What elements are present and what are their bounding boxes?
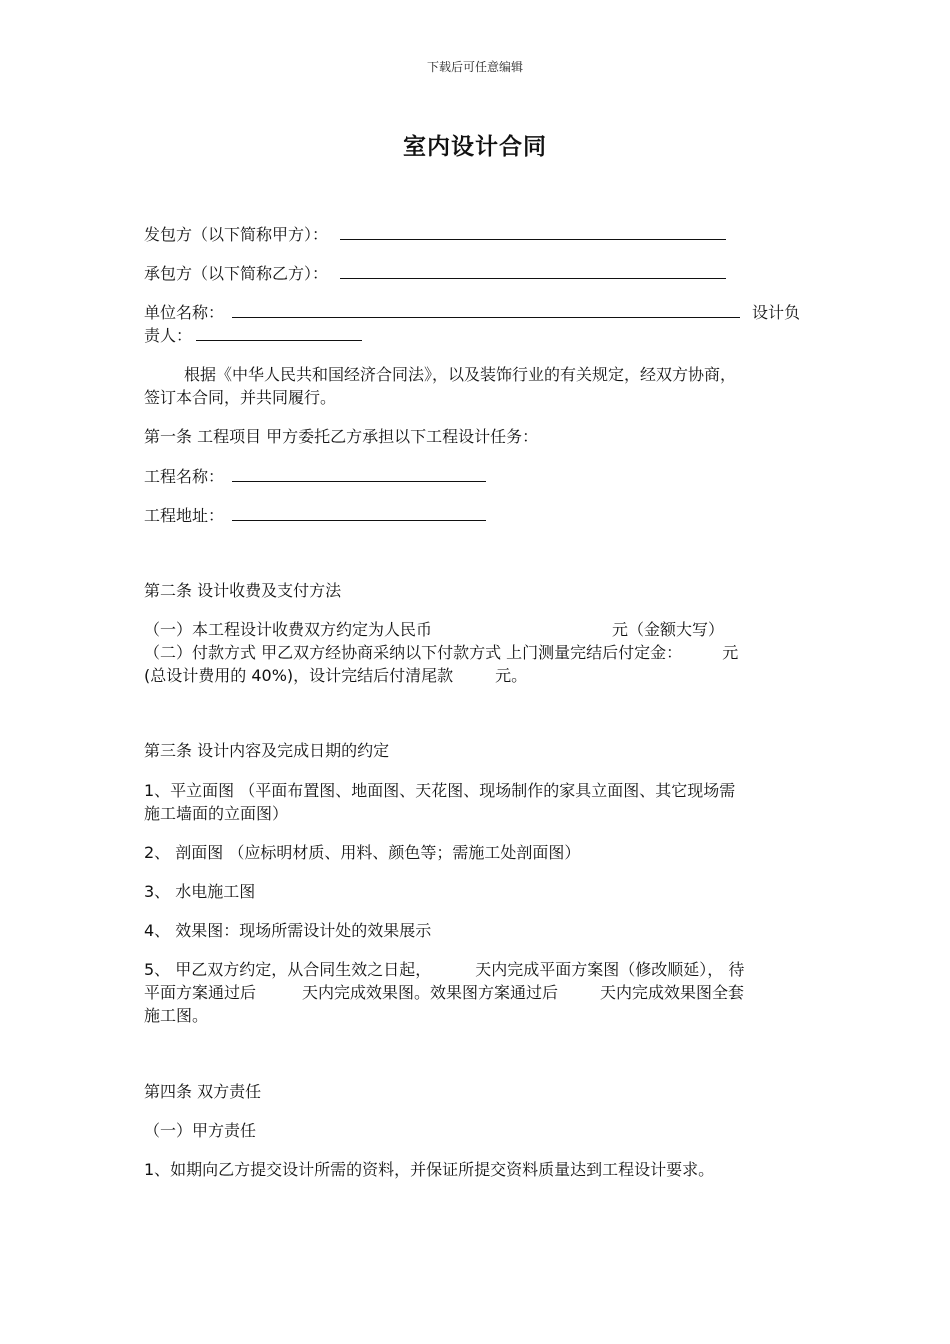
project-address-line bbox=[144, 504, 808, 527]
article3-item3: 3、 水电施工图 bbox=[144, 882, 256, 901]
article3-heading: 第三条 设计内容及完成日期的约定 bbox=[144, 741, 390, 760]
article3-item2: 2、 剖面图 （应标明材质、用料、颜色等；需施工处剖面图） bbox=[144, 843, 581, 862]
party-a-line bbox=[144, 223, 808, 246]
article3-item4: 4、 效果图：现场所需设计处的效果展示 bbox=[144, 921, 432, 940]
fee-amount-uppercase-text: 元（金额大写） bbox=[612, 620, 725, 639]
article3-item5-line1 bbox=[144, 959, 808, 981]
party-b-blank[interactable] bbox=[340, 262, 726, 279]
party-b-line bbox=[144, 262, 808, 285]
header-note: 下载后可任意编辑 bbox=[426, 60, 523, 74]
unit-name-line bbox=[144, 301, 808, 324]
intro-line-2: 签订本合同，并共同履行。 bbox=[144, 388, 337, 407]
article2-heading: 第二条 设计收费及支付方法 bbox=[144, 581, 342, 600]
article3-item5-line2 bbox=[144, 982, 808, 1004]
design-lead-label-part1: 设计负 bbox=[752, 303, 801, 322]
article2-item1 bbox=[144, 619, 808, 641]
item5-text-e: 天内完成效果图全套 bbox=[600, 983, 745, 1002]
item5-text-b: 天内完成平面方案图（修改顺延）， 待 bbox=[475, 960, 745, 979]
article4-sub1: （一）甲方责任 bbox=[144, 1121, 257, 1140]
project-address-label: 工程地址： bbox=[144, 506, 225, 525]
article2-item2-line2 bbox=[144, 665, 808, 687]
deposit-unit: 元 bbox=[722, 643, 739, 662]
article1-heading: 第一条 工程项目 甲方委托乙方承担以下工程设计任务： bbox=[144, 427, 539, 446]
article2-item2-line1 bbox=[144, 642, 808, 664]
article4-heading: 第四条 双方责任 bbox=[144, 1082, 262, 1101]
final-payment-unit: 元。 bbox=[495, 666, 528, 685]
intro-line-1 bbox=[144, 364, 808, 386]
article3-item1-line2: 施工墙面的立面图） bbox=[144, 804, 289, 823]
design-lead-line bbox=[144, 324, 808, 347]
article4-item1: 1、如期向乙方提交设计所需的资料，并保证所提交资料质量达到工程设计要求。 bbox=[144, 1160, 715, 1179]
article3-item1-line1: 1、平立面图 （平面布置图、地面图、天花图、现场制作的家具立面图、其它现场需 bbox=[144, 781, 736, 800]
article3-item5-line3: 施工图。 bbox=[144, 1006, 209, 1025]
design-lead-label-part2: 责人： bbox=[144, 326, 193, 345]
item5-text-a: 5、 甲乙双方约定，从合同生效之日起， bbox=[144, 960, 432, 979]
project-name-blank[interactable] bbox=[232, 465, 486, 482]
project-address-blank[interactable] bbox=[232, 504, 486, 521]
project-name-label: 工程名称： bbox=[144, 467, 225, 486]
intro-text-1: 根据《中华人民共和国经济合同法》，以及装饰行业的有关规定，经双方协商， bbox=[184, 365, 737, 384]
document-title: 室内设计合同 bbox=[403, 134, 547, 160]
item5-text-d: 天内完成效果图。效果图方案通过后 bbox=[302, 983, 559, 1002]
party-b-label: 承包方（以下简称乙方）： bbox=[144, 264, 329, 283]
design-lead-blank[interactable] bbox=[196, 324, 362, 341]
final-payment-text: (总设计费用的 40%)，设计完结后付清尾款 bbox=[144, 666, 454, 685]
unit-name-blank[interactable] bbox=[232, 301, 740, 318]
party-a-label: 发包方（以下简称甲方）： bbox=[144, 225, 329, 244]
item5-text-c: 平面方案通过后 bbox=[144, 983, 257, 1002]
project-name-line bbox=[144, 465, 808, 488]
party-a-blank[interactable] bbox=[340, 223, 726, 240]
payment-method-text: （二）付款方式 甲乙双方经协商采纳以下付款方式 上门测量完结后付定金： bbox=[144, 643, 683, 662]
fee-amount-text: （一）本工程设计收费双方约定为人民币 bbox=[144, 620, 433, 639]
unit-name-label: 单位名称： bbox=[144, 303, 225, 322]
